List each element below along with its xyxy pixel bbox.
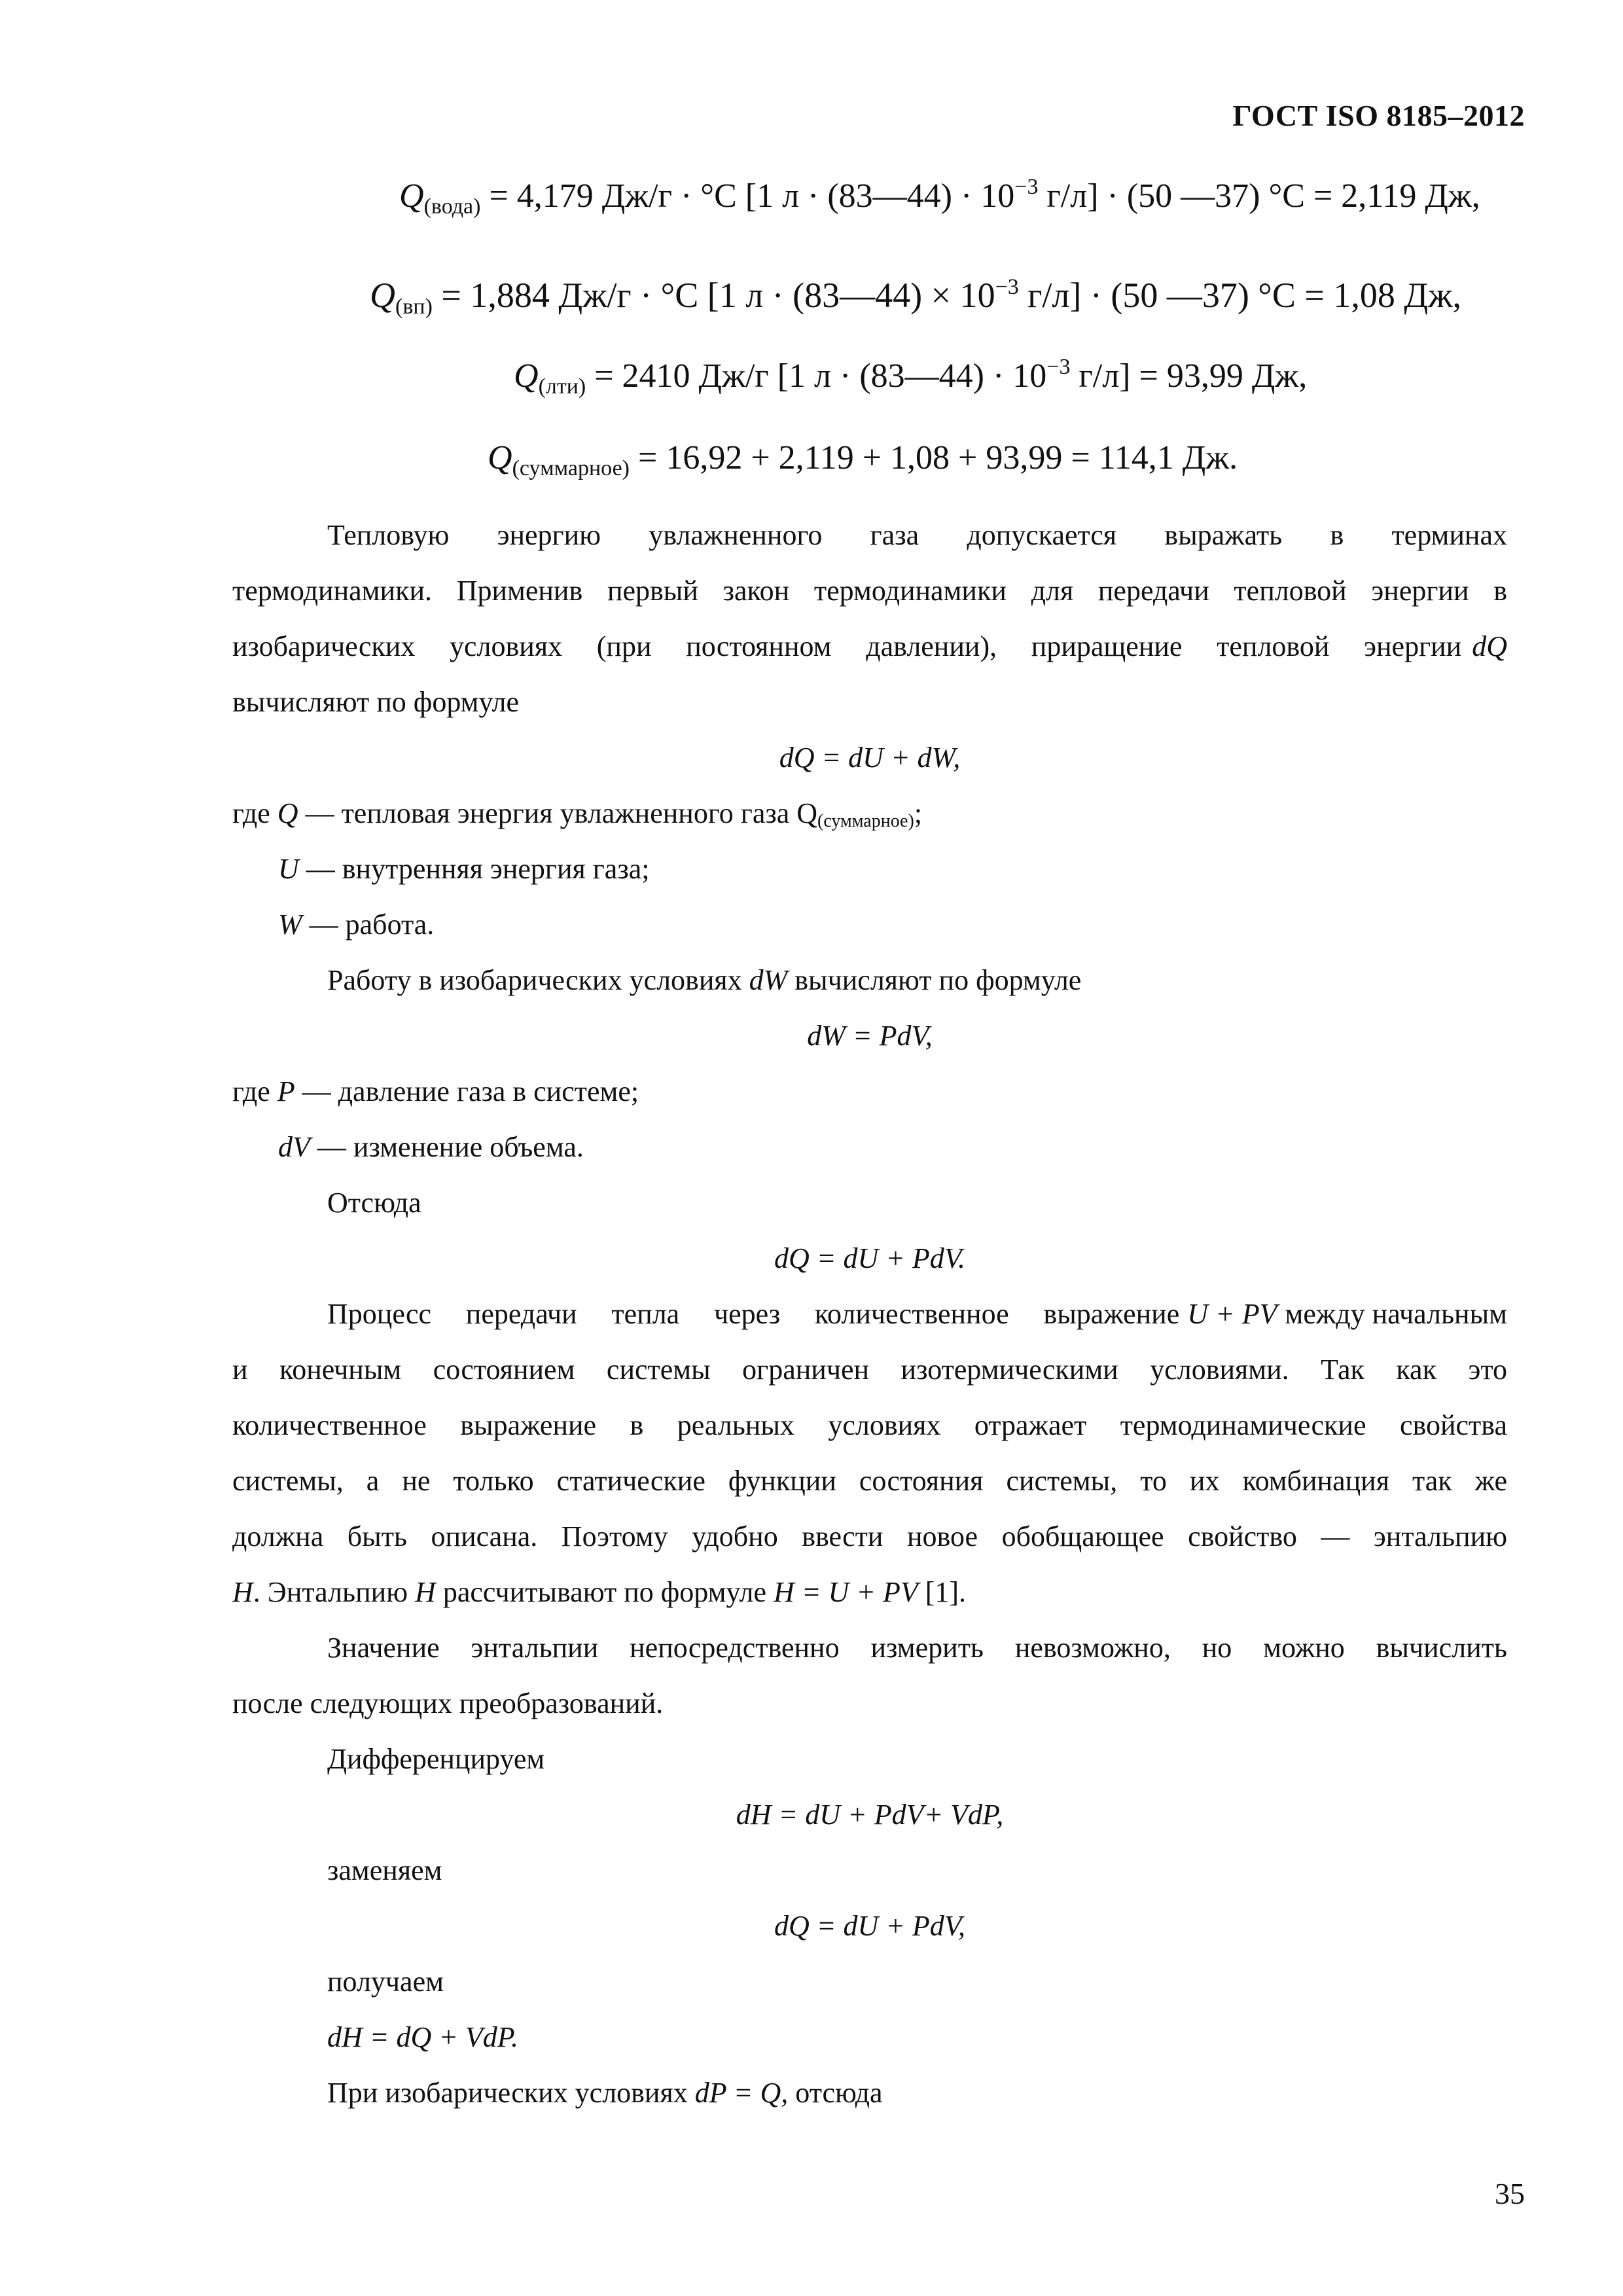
equation-q-water	[399, 175, 1480, 219]
replace-label: заменяем	[327, 1854, 442, 1886]
equation-q-total	[488, 439, 1238, 480]
q-variable: Q	[277, 797, 298, 829]
para5	[327, 2075, 883, 2111]
u-variable: U	[278, 853, 299, 885]
para3-line6-text: . Энтальпию	[253, 1576, 416, 1608]
reference-citation: [1].	[918, 1576, 967, 1608]
formula-dq-du-pdv: dQ = dU + PdV.	[774, 1242, 965, 1274]
h-variable: H	[232, 1576, 253, 1608]
equation-subscript: (вода)	[423, 194, 481, 219]
equation-subscript: (вп)	[395, 295, 433, 319]
differentiate-label: Дифференцируем	[327, 1743, 545, 1775]
equation-q-vapor	[370, 275, 1462, 319]
para5-text: При изобарических условиях	[327, 2077, 695, 2109]
para1-line3	[232, 628, 1507, 665]
where-w	[278, 906, 434, 943]
where-u	[278, 851, 649, 888]
get-label: получаем	[327, 1965, 444, 1998]
equation-body: = 1,884 Дж/г · °С [1 л · (83—44) × 10	[432, 276, 995, 315]
w-variable: W	[278, 908, 302, 941]
para3-line2: и конечным состоянием системы ограничен изотермическими условиями. Так как это	[232, 1354, 1507, 1386]
para1-line3-text: изобарических условиях (при постоянном давлении), приращение тепловой энергии	[232, 630, 1462, 662]
para3-line1	[327, 1296, 1507, 1333]
enthalpy-formula: H = U + PV	[774, 1576, 918, 1608]
where-w-text: — работа.	[302, 908, 435, 941]
q-symbol: Q	[370, 276, 395, 315]
para3-line5: должна быть описана. Поэтому удобно ввести новое обобщающее свойство — энтальпию	[232, 1520, 1507, 1552]
equation-tail: г/л] · (50 —37) °С = 2,119 Дж,	[1038, 177, 1480, 215]
para5-text-end: отсюда	[788, 2077, 883, 2109]
u-plus-pv: U + PV	[1187, 1298, 1277, 1330]
equation-body: = 2410 Дж/г [1 л · (83—44) · 10	[586, 357, 1047, 395]
dw-variable: dW	[749, 964, 788, 996]
para1-line1: Тепловую энергию увлажненного газа допускается выражать в терминах	[327, 519, 1507, 551]
equation-tail: г/л] = 93,99 Дж,	[1070, 357, 1308, 395]
equation-exponent: −3	[995, 275, 1019, 299]
equation-body: = 4,179 Дж/г · °С [1 л · (83—44) · 10	[480, 177, 1015, 215]
para2	[327, 962, 1081, 999]
h-variable: H	[415, 1576, 436, 1608]
where-p-text: — давление газа в системе;	[294, 1075, 639, 1107]
para4-line1: Значение энтальпии непосредственно измерить невозможно, но можно вычислить	[327, 1632, 1507, 1664]
where-q	[232, 795, 922, 832]
where-u-text: — внутренняя энергия газа;	[298, 853, 650, 885]
formula-dw-pdv: dW = PdV,	[807, 1020, 933, 1052]
where-prefix: где	[232, 1075, 277, 1107]
dp-equals-q: dP = Q,	[694, 2077, 789, 2109]
where-prefix: где	[232, 797, 277, 829]
para3-line4: системы, а не только статические функции состояния системы, то их комбинация так же	[232, 1465, 1507, 1497]
otsyuda-label: Отсюда	[327, 1187, 421, 1219]
para2-text-end: вычисляют по формуле	[787, 964, 1082, 996]
equation-subscript: (суммарное)	[512, 456, 630, 480]
where-q-end: ;	[914, 797, 923, 829]
where-dv-text: — изменение объема.	[310, 1131, 584, 1163]
formula-dh-dq-vdp: dH = dQ + VdP.	[327, 2021, 519, 2053]
where-q-subscript: (суммарное)	[817, 811, 914, 831]
equation-tail: г/л] · (50 —37) °С = 1,08 Дж,	[1018, 276, 1462, 315]
equation-subscript: (лти)	[538, 374, 586, 399]
para3-line1-end: между начальным	[1285, 1298, 1507, 1330]
where-dv	[278, 1129, 584, 1166]
equation-body: = 16,92 + 2,119 + 1,08 + 93,99 = 114,1 Дж.	[630, 439, 1238, 476]
para1-line4: вычисляют по формуле	[232, 686, 520, 718]
para1-line2: термодинамики. Применив первый закон термодинамики для передачи тепловой энергии в	[232, 575, 1507, 607]
q-symbol: Q	[514, 357, 539, 395]
para3-line6	[232, 1574, 966, 1611]
dq-symbol: dQ	[1472, 630, 1507, 662]
para4-line2: после следующих преобразований.	[232, 1687, 664, 1719]
where-q-text: — тепловая энергия увлажненного газа Q	[298, 797, 818, 829]
document-header: ГОСТ ISO 8185–2012	[1232, 99, 1525, 132]
where-p	[232, 1073, 639, 1110]
page-number: 35	[1495, 2177, 1525, 2210]
formula-dq-du-dw: dQ = dU + dW,	[779, 742, 961, 774]
formula-dq-replace: dQ = dU + PdV,	[774, 1910, 965, 1942]
para2-text: Работу в изобарических условиях	[327, 964, 749, 996]
p-variable: P	[277, 1075, 295, 1107]
para3-line3: количественное выражение в реальных условиях отражает термодинамические свойства	[232, 1409, 1507, 1441]
dv-variable: dV	[278, 1131, 310, 1163]
q-symbol: Q	[399, 177, 424, 215]
para3-line1-text: Процесс передачи тепла через количественное выражение	[327, 1298, 1180, 1330]
para3-line6-text: рассчитывают по формуле	[435, 1576, 774, 1608]
equation-exponent: −3	[1046, 355, 1071, 379]
equation-q-lti	[514, 355, 1308, 399]
q-symbol: Q	[488, 439, 512, 476]
equation-exponent: −3	[1014, 175, 1039, 199]
formula-dh: dH = dU + PdV+ VdP,	[736, 1799, 1004, 1831]
